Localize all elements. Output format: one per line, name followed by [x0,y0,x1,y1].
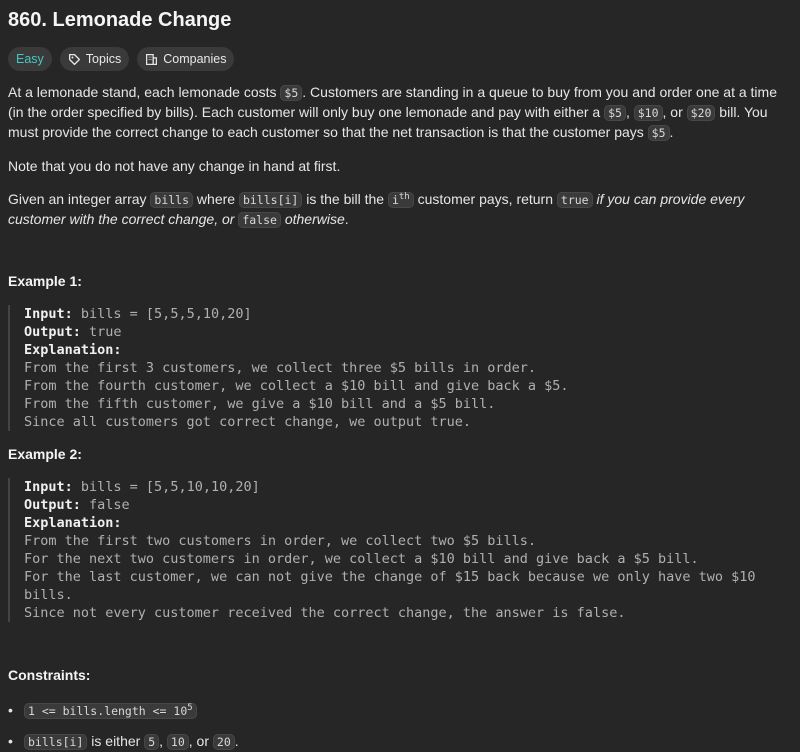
text: , or [662,104,687,120]
explanation-line: From the fourth customer, we collect a $10 bill and give back a $5. [24,378,569,394]
text: bill. You must provide the correct change to each customer so that the net transaction is that the customer pays [8,104,768,140]
text: , [159,733,167,749]
value: bills = [5,5,10,10,20] [72,479,260,495]
text: is the bill the [302,191,388,207]
text: . [669,124,674,140]
text: i [391,193,399,207]
companies-button[interactable] [137,47,234,71]
superscript: th [398,192,410,203]
text: . Customers are standing in a queue to buy from you and order one at a time (in the order specified by bills). Each customer will only buy one lemonade and pay with either a [8,84,777,120]
problem-title[interactable]: 860. Lemonade Change [8,9,232,31]
text: 1 <= bills.length <= 10 [28,704,188,718]
code-value-20: 20 [213,734,235,750]
text: At a lemonade stand, each lemonade costs [8,84,281,100]
example-2-heading: Example 2: [8,446,82,462]
explanation-line: Since not every customer received the correct change, the answer is false. [24,605,626,621]
explanation-line: For the last customer, we can not give the change of $15 back because we only have two $10 bills. [24,569,756,603]
constraints-heading: Constraints: [8,667,91,683]
explanation-line: For the next two customers in order, we collect a $10 bill and give back a $5 bill. [24,551,699,567]
code-bill-10: $10 [634,105,663,121]
code-true: true [557,192,593,208]
text: where [193,191,239,207]
text: , [625,104,634,120]
text: if you can provide every customer with the correct change, or [8,191,745,227]
code-bills: bills [150,192,193,208]
value: false [80,497,130,513]
difficulty-badge: Easy [8,47,52,71]
label: Explanation: [24,515,122,531]
example-1-block [8,305,792,431]
text: is either [87,733,145,749]
label: Output: [24,324,81,340]
value: true [80,324,122,340]
code-bill-20: $20 [687,105,716,121]
text: , or [188,733,213,749]
note-paragraph: Note that you do not have any change in hand at first. [8,158,341,174]
code-constraint-length [24,703,197,719]
companies-label: Companies [163,51,227,66]
example-2-block [8,478,792,622]
building-icon [145,53,158,66]
code-value-10: 10 [167,734,189,750]
explanation-line: From the first 3 customers, we collect three $5 bills in order. [24,360,537,376]
example-output [24,323,792,341]
constraint-item [24,732,792,752]
tag-icon [68,53,81,66]
explanation-line: From the first two customers in order, we collect two $5 bills. [24,533,537,549]
text: Given an integer array [8,191,151,207]
example-explanation-label [24,341,792,359]
code-bills-i: bills[i] [239,192,302,208]
superscript: 5 [187,703,193,714]
explanation-line: Since all customers got correct change, we output true. [24,414,472,430]
code-price: $5 [280,85,302,101]
text: . [344,211,349,227]
label: Input: [24,306,73,322]
example-1-heading: Example 1: [8,273,82,289]
topics-label: Topics [85,51,122,66]
value: bills = [5,5,5,10,20] [72,306,252,322]
code-value-5: 5 [144,734,159,750]
example-output [24,496,792,514]
label: Input: [24,479,73,495]
tag-row [8,47,792,71]
text: otherwise [280,211,345,227]
code-price-end: $5 [648,125,670,141]
code-false: false [238,212,281,228]
label: Explanation: [24,342,122,358]
description-paragraph [8,83,792,143]
example-explanation-label [24,514,792,532]
constraint-item [24,701,792,721]
text: customer pays, return [413,191,557,207]
code-bills-i: bills[i] [24,734,87,750]
constraints-list [8,701,792,752]
text: . [234,733,239,749]
example-input [24,305,792,323]
code-bill-5: $5 [604,105,626,121]
task-paragraph [8,190,792,230]
topics-button[interactable] [60,47,129,71]
code-i [388,192,414,208]
example-input [24,478,792,496]
label: Output: [24,497,81,513]
explanation-line: From the fifth customer, we give a $10 bill and a $5 bill. [24,396,496,412]
